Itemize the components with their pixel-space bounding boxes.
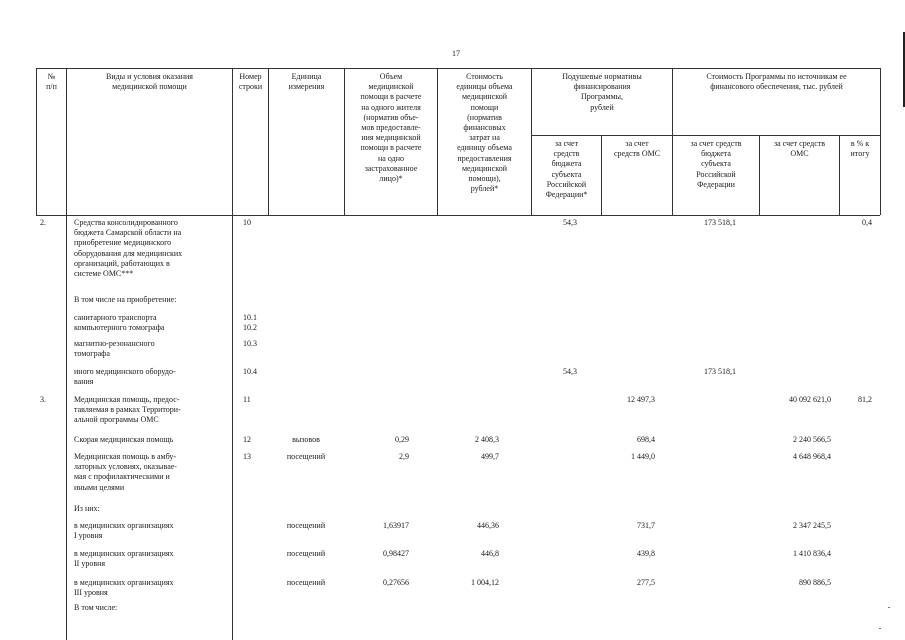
- row-unit: посещений: [286, 521, 326, 530]
- row-line: 10.3: [243, 339, 257, 348]
- scan-edge-line: [903, 32, 905, 107]
- header-per-capita: Подушевые нормативы финансирования Программы, рублей: [562, 72, 642, 112]
- row-line: 10: [243, 218, 251, 227]
- body-col-divider: [232, 215, 233, 640]
- row-cost: 1 004,12: [471, 578, 499, 587]
- header-num: № п/п: [46, 72, 57, 92]
- row-num: 2.: [40, 218, 46, 227]
- row-name: иного медицинского оборудо- вания: [74, 367, 176, 387]
- row-pc-oms: 1 449,0: [631, 452, 655, 461]
- row-name: Медицинская помощь в амбу- латорных условиях, оказывае- мая с профилактическими и иными целями: [74, 452, 177, 492]
- row-pc-oms: 12 497,3: [627, 395, 655, 404]
- row-pc-oms: 698,4: [637, 435, 655, 444]
- row-name: Из них:: [74, 504, 100, 513]
- row-name: Скорая медицинская помощь: [74, 435, 174, 444]
- row-pr-oms: 2 240 566,5: [793, 435, 831, 444]
- scan-speck: [879, 628, 881, 629]
- row-volume: 0,27656: [383, 578, 409, 587]
- header-unit: Единица измерения: [288, 72, 325, 92]
- row-pr-oms: 40 092 621,0: [789, 395, 831, 404]
- scan-speck: [888, 607, 890, 608]
- row-volume: 2,9: [399, 452, 409, 461]
- col-divider: [880, 68, 881, 215]
- header-cost: Стоимость единицы объема медицинской помощи (норматив финансовых затрат на единицу объема предоставления медицинской помощи), рублей*: [456, 72, 513, 194]
- row-pr-oms: 890 886,5: [799, 578, 831, 587]
- body-col-divider: [66, 215, 67, 640]
- row-name: санитарного транспорта компьютерного томографа: [74, 313, 165, 333]
- row-pc-budget: 54,3: [563, 218, 577, 227]
- row-name: В том числе:: [74, 603, 118, 612]
- row-line: 10.1 10.2: [243, 313, 257, 333]
- header-program-oms: за счет средств ОМС: [773, 139, 826, 159]
- row-name: магнитно-резонансного томографа: [74, 339, 155, 359]
- header-bottom-border: [36, 215, 880, 216]
- row-line: 10.4: [243, 367, 257, 376]
- page-number: 17: [452, 49, 460, 58]
- row-cost: 499,7: [481, 452, 499, 461]
- row-name: в медицинских организациях I уровня: [74, 521, 174, 541]
- row-unit: вызовов: [292, 435, 320, 444]
- row-pc-oms: 439,8: [637, 549, 655, 558]
- row-pr-oms: 1 410 836,4: [793, 549, 831, 558]
- row-pr-budget: 173 518,1: [704, 218, 736, 227]
- row-cost: 446,8: [481, 549, 499, 558]
- row-cost: 2 408,3: [475, 435, 499, 444]
- header-subdivider: [531, 135, 880, 136]
- row-line: 13: [243, 452, 251, 461]
- row-unit: посещений: [286, 549, 326, 558]
- header-program-pct: в % к итогу: [850, 139, 870, 159]
- row-name: Средства консолидированного бюджета Самарской области на приобретение медицинского оборудования для медицинских организаций, работающих в системе ОМС***: [74, 218, 183, 279]
- row-pc-oms: 277,5: [637, 578, 655, 587]
- row-name: в медицинских организациях III уровня: [74, 578, 174, 598]
- header-per-capita-budget: за счет средств бюджета субъекта Российской Федерации*: [545, 139, 588, 200]
- header-per-capita-oms: за счет средств ОМС: [613, 139, 661, 159]
- header-row-no: Номер строки: [238, 72, 263, 92]
- row-cost: 446,36: [477, 521, 499, 530]
- header-program-cost: Стоимость Программы по источникам ее финансового обеспечения, тыс. рублей: [706, 72, 847, 92]
- row-pct: 0,4: [862, 218, 872, 227]
- header-types: Виды и условия оказания медицинской помощи: [106, 72, 193, 92]
- row-name: В том числе на приобретение:: [74, 295, 177, 304]
- header-program-budget: за счет средств бюджета субъекта Российской Федерации: [690, 139, 742, 189]
- row-unit: посещений: [286, 452, 326, 461]
- row-volume: 1,63917: [383, 521, 409, 530]
- row-pc-oms: 731,7: [637, 521, 655, 530]
- row-volume: 0,29: [395, 435, 409, 444]
- row-unit: посещений: [286, 578, 326, 587]
- row-pr-oms: 4 648 968,4: [793, 452, 831, 461]
- row-pct: 81,2: [858, 395, 872, 404]
- row-volume: 0,98427: [383, 549, 409, 558]
- row-num: 3.: [40, 395, 46, 404]
- header-top-border: [36, 68, 880, 69]
- row-pc-budget: 54,3: [563, 367, 577, 376]
- row-name: Медицинская помощь, предос- тавляемая в рамках Территори- альной программы ОМС: [74, 395, 181, 425]
- row-line: 12: [243, 435, 251, 444]
- header-volume: Объем медицинской помощи в расчете на одного жителя (норматив объе- мов предоставле- ния медицинской помощи в расчете на одно застрахованное лицо)*: [360, 72, 422, 184]
- row-pr-budget: 173 518,1: [704, 367, 736, 376]
- row-pr-oms: 2 347 245,5: [793, 521, 831, 530]
- row-line: 11: [243, 395, 251, 404]
- row-name: в медицинских организациях II уровня: [74, 549, 174, 569]
